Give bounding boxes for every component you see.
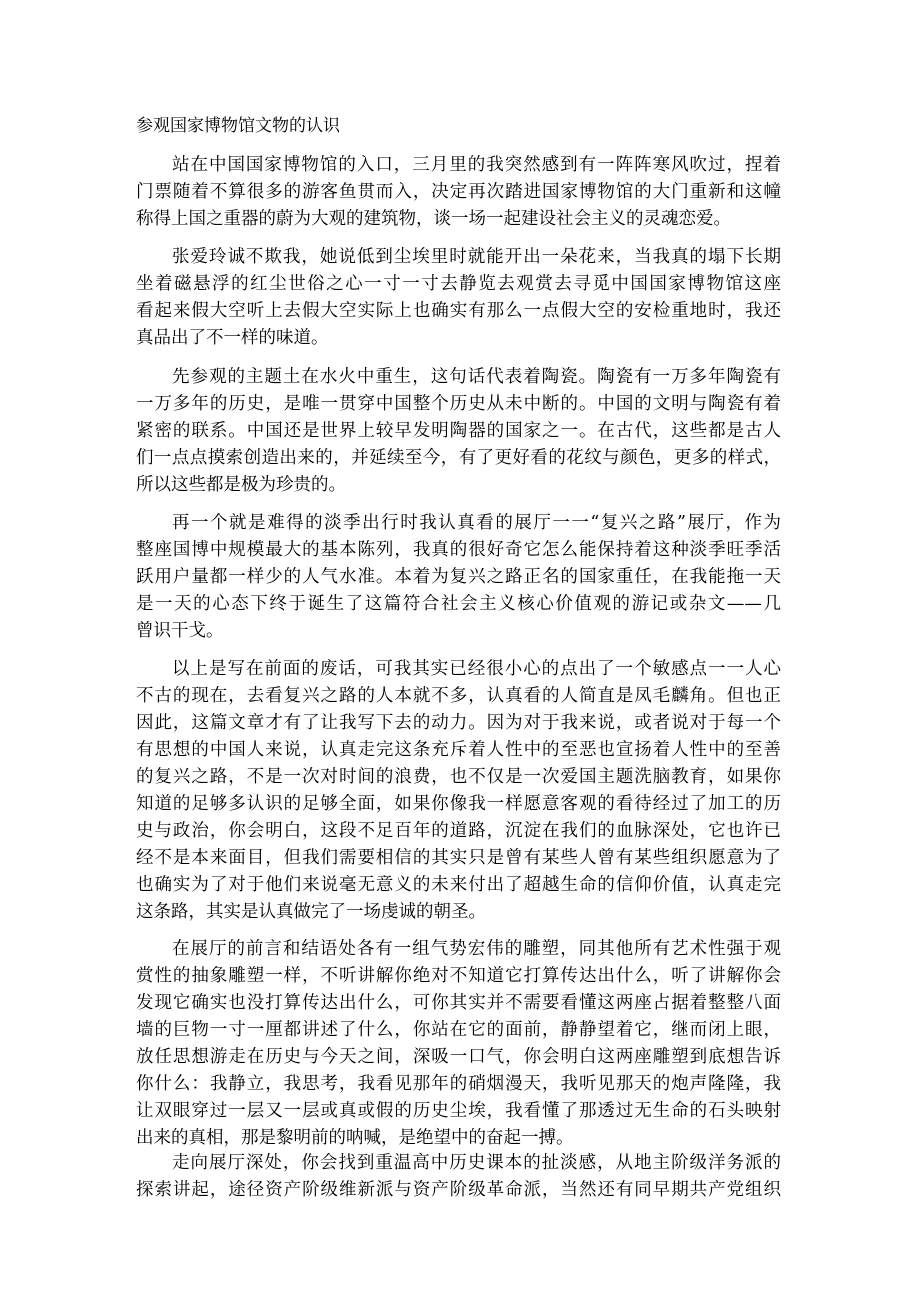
- paragraph-2: [136, 244, 781, 352]
- text-line: 你什么：我静立，我思考，我看见那年的硝烟漫天，我听见那天的炮声隆隆，我: [136, 1074, 781, 1094]
- paragraph-4: [136, 510, 781, 645]
- text-line: 站在中国国家博物馆的入口，三月里的我突然感到有一阵阵寒风吹过，捏着: [172, 155, 781, 175]
- text-line: 因此，这篇文章才有了让我写下去的动力。因为对于我来说，或者说对于每一个: [136, 713, 781, 733]
- text-line: 史与政治，你会明白，这段不足百年的道路，沉淀在我们的血脉深处，它也许已: [136, 821, 781, 841]
- text-line: 紧密的联系。中国还是世界上较早发明陶器的国家之一。在古代，这些都是古人: [136, 421, 781, 441]
- text-line: 放任思想游走在历史与今天之间，深吸一口气，你会明白这两座雕塑到底想告诉: [136, 1047, 781, 1067]
- text-line: 探索讲起，途径资产阶级维新派与资产阶级革命派，当然还有同早期共产党组织: [136, 1180, 781, 1200]
- paragraph-1: [136, 152, 781, 233]
- document-title: 参观国家博物馆文物的认识: [136, 116, 340, 136]
- text-line: 称得上国之重器的蔚为大观的建筑物，谈一场一起建设社会主义的灵魂恋爱。: [136, 209, 731, 229]
- text-line: 知道的足够多认识的足够全面，如果你像我一样愿意客观的看待经过了加工的历: [136, 794, 781, 814]
- text-line: 跃用户量都一样少的人气水准。本着为复兴之路正名的国家重任，在我能拖一天: [136, 567, 781, 587]
- text-line: 的复兴之路，不是一次对时间的浪费，也不仅是一次爱国主题洗脑教育，如果你: [136, 767, 781, 787]
- paragraph-5: [136, 656, 781, 926]
- text-line: 真品出了不一样的味道。: [136, 328, 329, 348]
- paragraph-7: [136, 1150, 781, 1204]
- text-line: 也确实为了对于他们来说毫无意义的未来付出了超越生命的信仰价值，认真走完: [136, 875, 781, 895]
- text-line: 看起来假大空听上去假大空实际上也确实有那么一点假大空的安检重地时，我还: [136, 301, 781, 321]
- text-line: 这条路，其实是认真做完了一场虔诚的朝圣。: [136, 902, 486, 922]
- text-line: 发现它确实也没打算传达出什么，可你其实并不需要看懂这两座占据着整整八面: [136, 993, 781, 1013]
- paragraph-6: [136, 936, 781, 1152]
- text-line: 有思想的中国人来说，认真走完这条充斥着人性中的至恶也宣扬着人性中的至善: [136, 740, 781, 760]
- text-line: 先参观的主题土在水火中重生，这句话代表着陶瓷。陶瓷有一万多年陶瓷有: [172, 367, 781, 387]
- text-line: 门票随着不算很多的游客鱼贯而入，决定再次踏进国家博物馆的大门重新和这幢: [136, 182, 781, 202]
- text-line: 走向展厅深处，你会找到重温高中历史课本的扯淡感，从地主阶级洋务派的: [172, 1153, 781, 1173]
- text-line: 再一个就是难得的淡季出行时我认真看的展厅一一“复兴之路”展厅，作为: [172, 513, 781, 533]
- paragraph-3: [136, 364, 781, 499]
- text-line: 墙的巨物一寸一厘都讲述了什么，你站在它的面前，静静望着它，继而闭上眼，: [136, 1020, 781, 1040]
- text-line: 在展厅的前言和结语处各有一组气势宏伟的雕塑，同其他所有艺术性强于观: [172, 939, 781, 959]
- text-line: 整座国博中规模最大的基本陈列，我真的很好奇它怎么能保持着这种淡季旺季活: [136, 540, 781, 560]
- text-line: 经不是本来面目，但我们需要相信的其实只是曾有某些人曾有某些组织愿意为了: [136, 848, 781, 868]
- text-line: 出来的真相，那是黎明前的呐喊，是绝望中的奋起一搏。: [136, 1128, 574, 1148]
- text-line: 一万多年的历史，是唯一贯穿中国整个历史从未中断的。中国的文明与陶瓷有着: [136, 394, 781, 414]
- text-line: 赏性的抽象雕塑一样，不听讲解你绝对不知道它打算传达出什么，听了讲解你会: [136, 966, 781, 986]
- text-line: 是一天的心态下终于诞生了这篇符合社会主义核心价值观的游记或杂文——几: [136, 594, 781, 614]
- text-line: 曾识干戈。: [136, 621, 224, 641]
- text-line: 所以这些都是极为珍贵的。: [136, 475, 346, 495]
- text-line: 以上是写在前面的废话，可我其实已经很小心的点出了一个敏感点一一人心: [172, 659, 781, 679]
- text-line: 不古的现在，去看复兴之路的人本就不多，认真看的人简直是凤毛麟角。但也正: [136, 686, 781, 706]
- text-line: 张爱玲诚不欺我，她说低到尘埃里时就能开出一朵花来，当我真的塌下长期: [172, 247, 781, 267]
- text-line: 坐着磁悬浮的红尘世俗之心一寸一寸去静览去观赏去寻觅中国国家博物馆这座: [136, 274, 781, 294]
- text-line: 让双眼穿过一层又一层或真或假的历史尘埃，我看懂了那透过无生命的石头映射: [136, 1101, 781, 1121]
- text-line: 们一点点摸索创造出来的，并延续至今，有了更好看的花纹与颜色，更多的样式，: [136, 448, 781, 468]
